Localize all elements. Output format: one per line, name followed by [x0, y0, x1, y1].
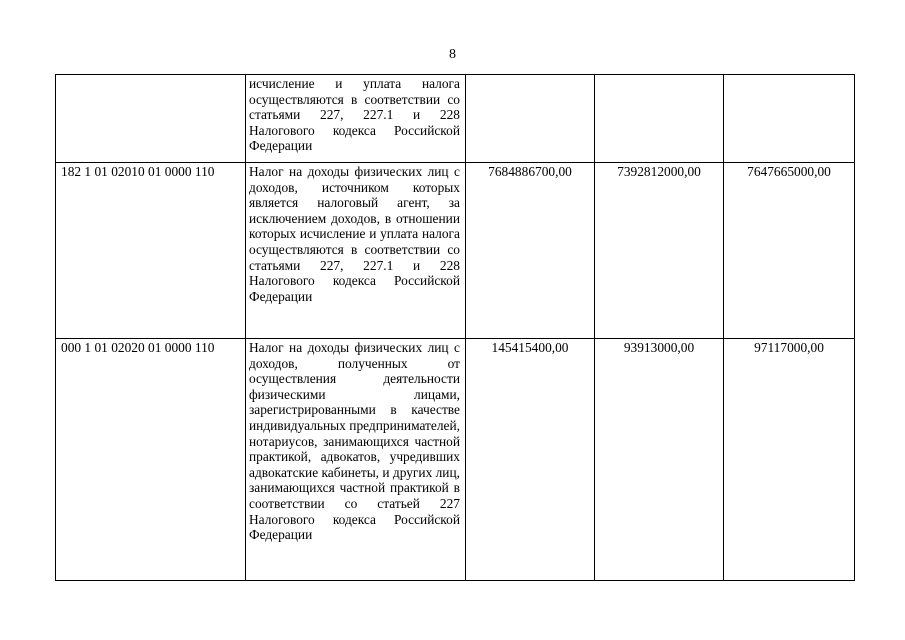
income-name-cell: Налог на доходы физических лиц с доходов, полученных от осуществления деятельности физическими лицами, зарегистрированными в качестве индивидуальных предпринимателей, нотариусов, занимающихся частной практикой, адвокатов, учредивших адвокатские кабинеты, и других лиц, занимающихся частной практикой в соответствии со статьей 227 Налогового кодекса Российской Федерации: [246, 339, 466, 581]
income-code-cell: [56, 75, 246, 163]
table-row: [56, 339, 855, 581]
revenue-table: [55, 74, 855, 581]
table-row: [56, 163, 855, 339]
value-cell-3: 7647665000,00: [724, 163, 855, 339]
page-number: 8: [449, 47, 456, 62]
value-cell-2: [595, 75, 724, 163]
value-cell-1: [466, 75, 595, 163]
value-cell-3: [724, 75, 855, 163]
income-name-cell: Налог на доходы физических лиц с доходов, источником которых является налоговый агент, за исключением доходов, в отношении которых исчисление и уплата налога осуществляются в соответствии со статьями 227, 227.1 и 228 Налогового кодекса Российской Федерации: [246, 163, 466, 339]
value-cell-1: 7684886700,00: [466, 163, 595, 339]
value-cell-2: 7392812000,00: [595, 163, 724, 339]
income-code-cell: 000 1 01 02020 01 0000 110: [56, 339, 246, 581]
value-cell-1: 145415400,00: [466, 339, 595, 581]
value-cell-3: 97117000,00: [724, 339, 855, 581]
income-name-cell: исчисление и уплата налога осуществляются в соответствии со статьями 227, 227.1 и 228 Налогового кодекса Российской Федерации: [246, 75, 466, 163]
income-code-cell: 182 1 01 02010 01 0000 110: [56, 163, 246, 339]
value-cell-2: 93913000,00: [595, 339, 724, 581]
table-row: [56, 75, 855, 163]
